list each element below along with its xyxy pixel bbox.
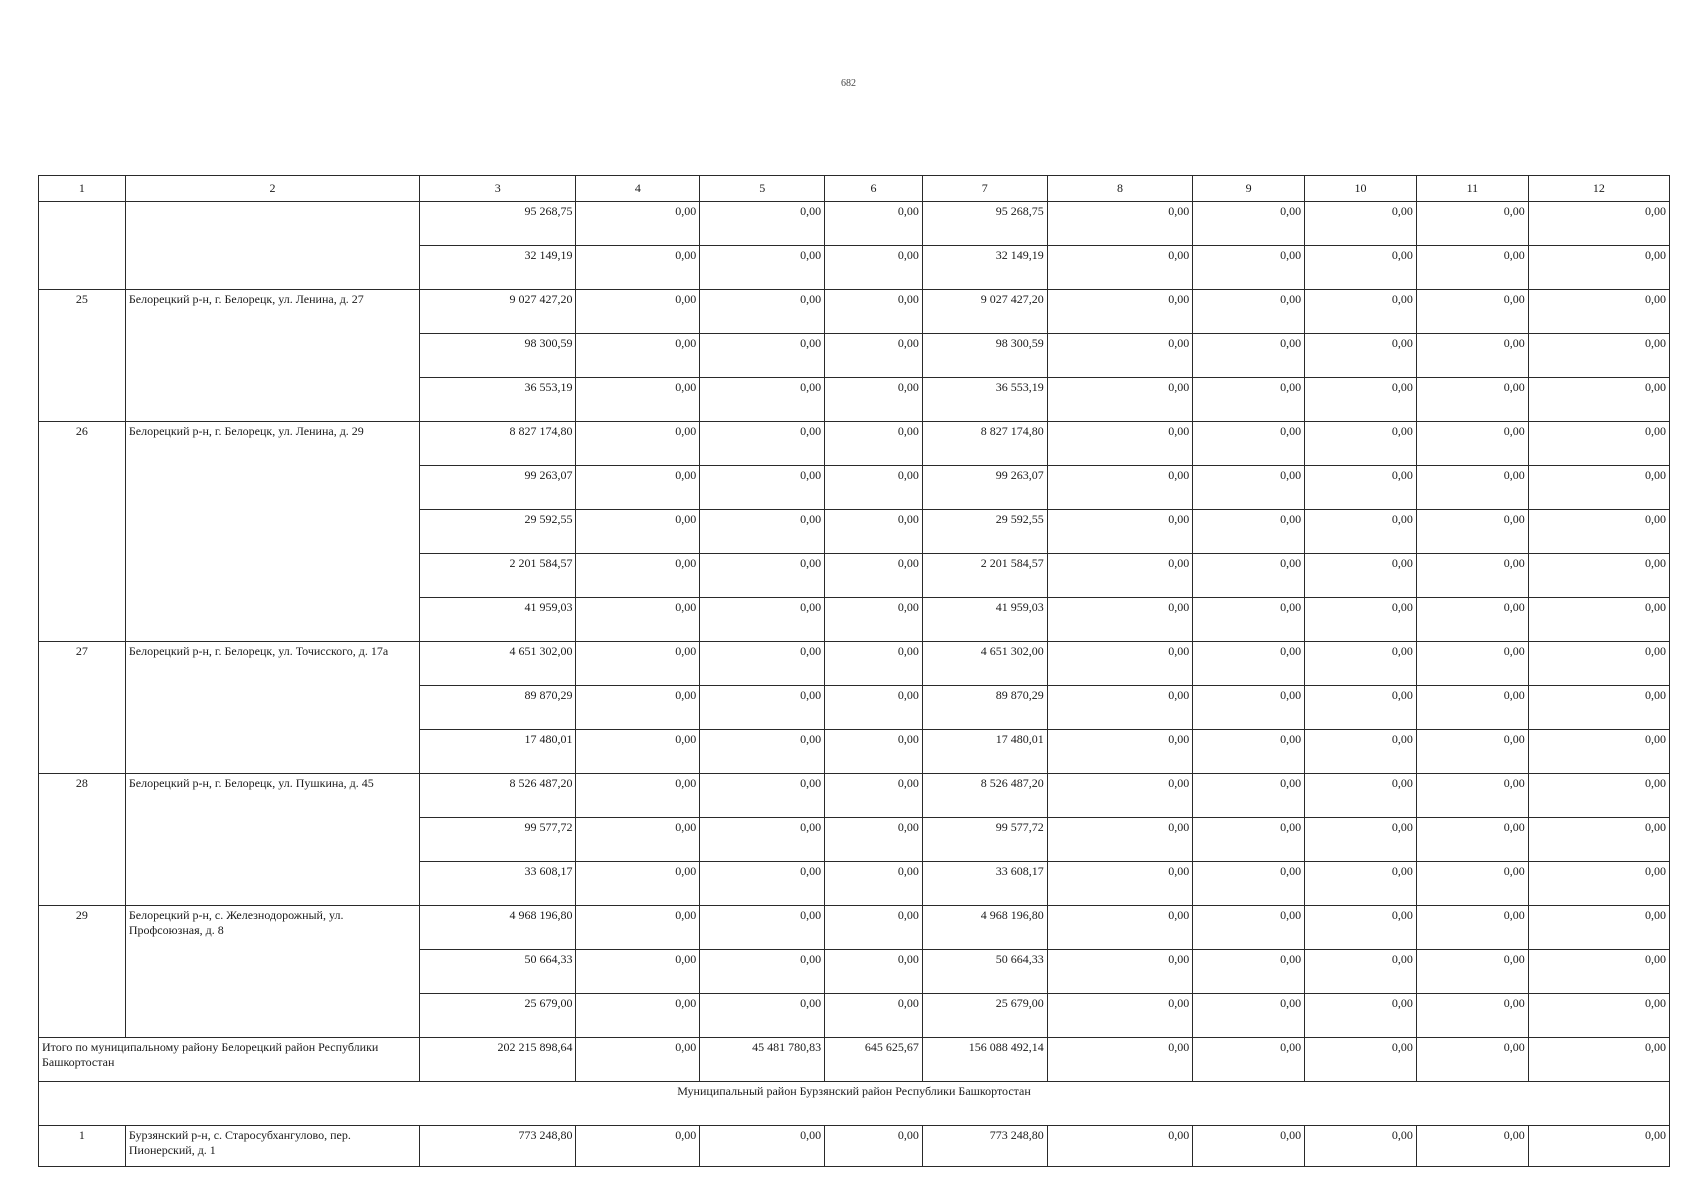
value-cell: 0,00 [825,334,923,378]
row-index: 1 [39,1126,126,1167]
value-cell: 0,00 [825,554,923,598]
value-cell: 0,00 [1047,510,1193,554]
value-cell: 645 625,67 [825,1038,923,1082]
value-cell: 0,00 [1528,378,1669,422]
value-cell: 773 248,80 [420,1126,576,1167]
total-row [39,1038,1670,1082]
value-cell: 0,00 [576,1126,700,1167]
value-cell: 0,00 [1416,466,1528,510]
value-cell: 0,00 [700,862,825,906]
value-cell: 98 300,59 [922,334,1047,378]
value-cell: 0,00 [825,1126,923,1167]
value-cell: 0,00 [576,774,700,818]
value-cell: 0,00 [1047,378,1193,422]
table-row [39,774,1670,818]
value-cell: 0,00 [1528,422,1669,466]
value-cell: 0,00 [1193,950,1305,994]
value-cell: 45 481 780,83 [700,1038,825,1082]
value-cell: 0,00 [1528,818,1669,862]
value-cell: 0,00 [1416,686,1528,730]
column-number-cell: 3 [420,176,576,202]
value-cell: 0,00 [1305,246,1417,290]
table-row [39,202,1670,246]
value-cell: 0,00 [1416,202,1528,246]
column-number-cell: 8 [1047,176,1193,202]
value-cell: 8 526 487,20 [420,774,576,818]
value-cell: 0,00 [1305,862,1417,906]
value-cell: 0,00 [1528,950,1669,994]
row-index: 26 [39,422,126,642]
value-cell: 0,00 [576,686,700,730]
column-number-cell: 7 [922,176,1047,202]
table-row [39,290,1670,334]
row-index: 27 [39,642,126,774]
value-cell: 0,00 [1416,378,1528,422]
value-cell: 0,00 [1305,554,1417,598]
value-cell: 0,00 [1528,906,1669,950]
value-cell: 0,00 [1193,246,1305,290]
value-cell: 0,00 [576,950,700,994]
value-cell: 0,00 [1528,598,1669,642]
value-cell: 0,00 [576,510,700,554]
address-cell: Бурзянский р-н, с. Старосубхангулово, пер. Пионерский, д. 1 [125,1126,419,1167]
value-cell: 0,00 [1416,1126,1528,1167]
value-cell: 0,00 [700,818,825,862]
value-cell: 0,00 [1193,290,1305,334]
value-cell: 0,00 [1193,598,1305,642]
value-cell: 0,00 [700,466,825,510]
value-cell: 0,00 [576,554,700,598]
value-cell: 99 263,07 [922,466,1047,510]
value-cell: 8 827 174,80 [420,422,576,466]
value-cell: 0,00 [1528,1126,1669,1167]
column-number-cell: 12 [1528,176,1669,202]
value-cell: 0,00 [1305,774,1417,818]
value-cell: 0,00 [1193,862,1305,906]
value-cell: 156 088 492,14 [922,1038,1047,1082]
address-cell: Белорецкий р-н, г. Белорецк, ул. Пушкина, д. 45 [125,774,419,906]
value-cell: 0,00 [1305,686,1417,730]
value-cell: 0,00 [1305,422,1417,466]
value-cell: 0,00 [700,510,825,554]
value-cell: 0,00 [576,1038,700,1082]
value-cell: 0,00 [576,466,700,510]
total-label: Итого по муниципальному району Белорецкий район Республики Башкортостан [39,1038,420,1082]
value-cell: 0,00 [700,246,825,290]
value-cell: 0,00 [1305,1126,1417,1167]
value-cell: 0,00 [825,906,923,950]
value-cell: 29 592,55 [420,510,576,554]
table-row [39,1126,1670,1167]
value-cell: 0,00 [1416,994,1528,1038]
address-cell: Белорецкий р-н, г. Белорецк, ул. Ленина, д. 29 [125,422,419,642]
value-cell: 0,00 [825,994,923,1038]
value-cell: 0,00 [1416,246,1528,290]
value-cell: 0,00 [1416,818,1528,862]
value-cell: 50 664,33 [922,950,1047,994]
value-cell: 0,00 [1305,202,1417,246]
value-cell: 0,00 [576,378,700,422]
value-cell: 0,00 [1528,1038,1669,1082]
value-cell: 0,00 [1305,598,1417,642]
value-cell: 25 679,00 [922,994,1047,1038]
value-cell: 0,00 [576,246,700,290]
value-cell: 0,00 [1047,1126,1193,1167]
value-cell: 0,00 [1193,422,1305,466]
value-cell: 0,00 [700,422,825,466]
value-cell: 0,00 [1193,642,1305,686]
value-cell: 0,00 [700,202,825,246]
value-cell: 32 149,19 [922,246,1047,290]
value-cell: 0,00 [1416,422,1528,466]
value-cell: 99 263,07 [420,466,576,510]
value-cell: 17 480,01 [420,730,576,774]
value-cell: 0,00 [1416,1038,1528,1082]
value-cell: 0,00 [1047,774,1193,818]
value-cell: 0,00 [825,378,923,422]
table-row [39,422,1670,466]
value-cell: 0,00 [700,290,825,334]
row-index [39,202,126,290]
value-cell: 0,00 [576,862,700,906]
value-cell: 0,00 [825,774,923,818]
value-cell: 0,00 [700,554,825,598]
value-cell: 95 268,75 [420,202,576,246]
value-cell: 36 553,19 [420,378,576,422]
value-cell: 0,00 [1305,906,1417,950]
value-cell: 0,00 [1416,554,1528,598]
value-cell: 89 870,29 [420,686,576,730]
value-cell: 33 608,17 [922,862,1047,906]
value-cell: 0,00 [825,466,923,510]
value-cell: 0,00 [700,686,825,730]
section-title: Муниципальный район Бурзянский район Республики Башкортостан [39,1082,1670,1126]
data-table [38,175,1670,1167]
column-number-cell: 2 [125,176,419,202]
value-cell: 0,00 [700,730,825,774]
value-cell: 36 553,19 [922,378,1047,422]
value-cell: 41 959,03 [420,598,576,642]
value-cell: 0,00 [1193,818,1305,862]
row-index: 29 [39,906,126,1038]
value-cell: 0,00 [1416,950,1528,994]
value-cell: 0,00 [1416,642,1528,686]
column-number-cell: 1 [39,176,126,202]
address-cell: Белорецкий р-н, г. Белорецк, ул. Ленина, д. 27 [125,290,419,422]
value-cell: 0,00 [1305,334,1417,378]
value-cell: 0,00 [1193,202,1305,246]
value-cell: 0,00 [1528,554,1669,598]
value-cell: 4 968 196,80 [420,906,576,950]
value-cell: 0,00 [1047,950,1193,994]
value-cell: 0,00 [1193,466,1305,510]
value-cell: 0,00 [1305,290,1417,334]
value-cell: 99 577,72 [420,818,576,862]
column-number-cell: 9 [1193,176,1305,202]
value-cell: 0,00 [1047,906,1193,950]
value-cell: 0,00 [1305,1038,1417,1082]
value-cell: 202 215 898,64 [420,1038,576,1082]
value-cell: 0,00 [1528,290,1669,334]
value-cell: 0,00 [1528,862,1669,906]
value-cell: 0,00 [1193,1038,1305,1082]
value-cell: 0,00 [1528,994,1669,1038]
value-cell: 0,00 [1047,246,1193,290]
value-cell: 0,00 [1193,554,1305,598]
value-cell: 0,00 [576,906,700,950]
value-cell: 0,00 [825,598,923,642]
value-cell: 8 827 174,80 [922,422,1047,466]
value-cell: 0,00 [1528,774,1669,818]
value-cell: 0,00 [1047,994,1193,1038]
value-cell: 0,00 [700,950,825,994]
value-cell: 0,00 [1416,510,1528,554]
column-number-cell: 6 [825,176,923,202]
value-cell: 0,00 [1047,642,1193,686]
value-cell: 17 480,01 [922,730,1047,774]
value-cell: 98 300,59 [420,334,576,378]
value-cell: 0,00 [1047,466,1193,510]
value-cell: 9 027 427,20 [922,290,1047,334]
column-number-cell: 10 [1305,176,1417,202]
table-row [39,906,1670,950]
value-cell: 0,00 [576,598,700,642]
value-cell: 4 968 196,80 [922,906,1047,950]
address-cell: Белорецкий р-н, с. Железнодорожный, ул. Профсоюзная, д. 8 [125,906,419,1038]
value-cell: 0,00 [1528,686,1669,730]
value-cell: 0,00 [1305,818,1417,862]
value-cell: 0,00 [1047,334,1193,378]
value-cell: 0,00 [1047,554,1193,598]
value-cell: 0,00 [576,730,700,774]
value-cell: 4 651 302,00 [922,642,1047,686]
value-cell: 33 608,17 [420,862,576,906]
value-cell: 0,00 [1305,378,1417,422]
value-cell: 0,00 [1305,730,1417,774]
value-cell: 0,00 [825,510,923,554]
value-cell: 0,00 [576,290,700,334]
value-cell: 0,00 [1047,818,1193,862]
address-cell [125,202,419,290]
value-cell: 0,00 [576,642,700,686]
value-cell: 0,00 [825,950,923,994]
value-cell: 0,00 [700,1126,825,1167]
value-cell: 0,00 [1416,290,1528,334]
table-row [39,642,1670,686]
value-cell: 0,00 [1305,510,1417,554]
row-index: 25 [39,290,126,422]
value-cell: 0,00 [1047,1038,1193,1082]
value-cell: 0,00 [1305,642,1417,686]
table-body [39,176,1670,1167]
value-cell: 0,00 [1416,334,1528,378]
value-cell: 0,00 [700,378,825,422]
value-cell: 8 526 487,20 [922,774,1047,818]
value-cell: 0,00 [1416,862,1528,906]
column-number-cell: 5 [700,176,825,202]
value-cell: 0,00 [576,818,700,862]
value-cell: 0,00 [1047,862,1193,906]
value-cell: 0,00 [1193,334,1305,378]
value-cell: 0,00 [700,994,825,1038]
value-cell: 0,00 [1528,334,1669,378]
value-cell: 95 268,75 [922,202,1047,246]
value-cell: 0,00 [700,334,825,378]
value-cell: 32 149,19 [420,246,576,290]
value-cell: 2 201 584,57 [922,554,1047,598]
value-cell: 0,00 [1305,994,1417,1038]
value-cell: 50 664,33 [420,950,576,994]
value-cell: 0,00 [1047,202,1193,246]
value-cell: 0,00 [1416,598,1528,642]
value-cell: 0,00 [1193,730,1305,774]
value-cell: 0,00 [1047,686,1193,730]
value-cell: 0,00 [825,642,923,686]
value-cell: 4 651 302,00 [420,642,576,686]
value-cell: 0,00 [700,598,825,642]
value-cell: 0,00 [700,642,825,686]
value-cell: 0,00 [576,202,700,246]
value-cell: 0,00 [1047,422,1193,466]
value-cell: 0,00 [1047,598,1193,642]
address-cell: Белорецкий р-н, г. Белорецк, ул. Точисского, д. 17а [125,642,419,774]
value-cell: 0,00 [1416,730,1528,774]
value-cell: 0,00 [1528,730,1669,774]
value-cell: 99 577,72 [922,818,1047,862]
value-cell: 773 248,80 [922,1126,1047,1167]
value-cell: 0,00 [1193,510,1305,554]
value-cell: 0,00 [1528,246,1669,290]
value-cell: 0,00 [700,906,825,950]
value-cell: 2 201 584,57 [420,554,576,598]
value-cell: 0,00 [1528,202,1669,246]
value-cell: 89 870,29 [922,686,1047,730]
value-cell: 0,00 [1193,686,1305,730]
value-cell: 0,00 [825,862,923,906]
value-cell: 0,00 [825,686,923,730]
value-cell: 0,00 [1528,466,1669,510]
row-index: 28 [39,774,126,906]
page-number: 682 [841,78,856,89]
value-cell: 9 027 427,20 [420,290,576,334]
value-cell: 0,00 [1305,466,1417,510]
value-cell: 0,00 [1047,290,1193,334]
value-cell: 0,00 [1528,642,1669,686]
value-cell: 0,00 [825,246,923,290]
value-cell: 0,00 [825,422,923,466]
column-number-row [39,176,1670,202]
column-number-cell: 11 [1416,176,1528,202]
value-cell: 0,00 [1305,950,1417,994]
value-cell: 41 959,03 [922,598,1047,642]
value-cell: 0,00 [1528,510,1669,554]
value-cell: 25 679,00 [420,994,576,1038]
value-cell: 0,00 [576,334,700,378]
value-cell: 0,00 [1193,378,1305,422]
value-cell: 0,00 [1193,774,1305,818]
value-cell: 0,00 [1193,994,1305,1038]
value-cell: 0,00 [700,774,825,818]
column-number-cell: 4 [576,176,700,202]
value-cell: 0,00 [825,202,923,246]
value-cell: 0,00 [825,290,923,334]
value-cell: 29 592,55 [922,510,1047,554]
value-cell: 0,00 [576,422,700,466]
value-cell: 0,00 [576,994,700,1038]
value-cell: 0,00 [1047,730,1193,774]
section-row [39,1082,1670,1126]
value-cell: 0,00 [1416,774,1528,818]
value-cell: 0,00 [825,730,923,774]
value-cell: 0,00 [825,818,923,862]
value-cell: 0,00 [1193,906,1305,950]
value-cell: 0,00 [1416,906,1528,950]
value-cell: 0,00 [1193,1126,1305,1167]
